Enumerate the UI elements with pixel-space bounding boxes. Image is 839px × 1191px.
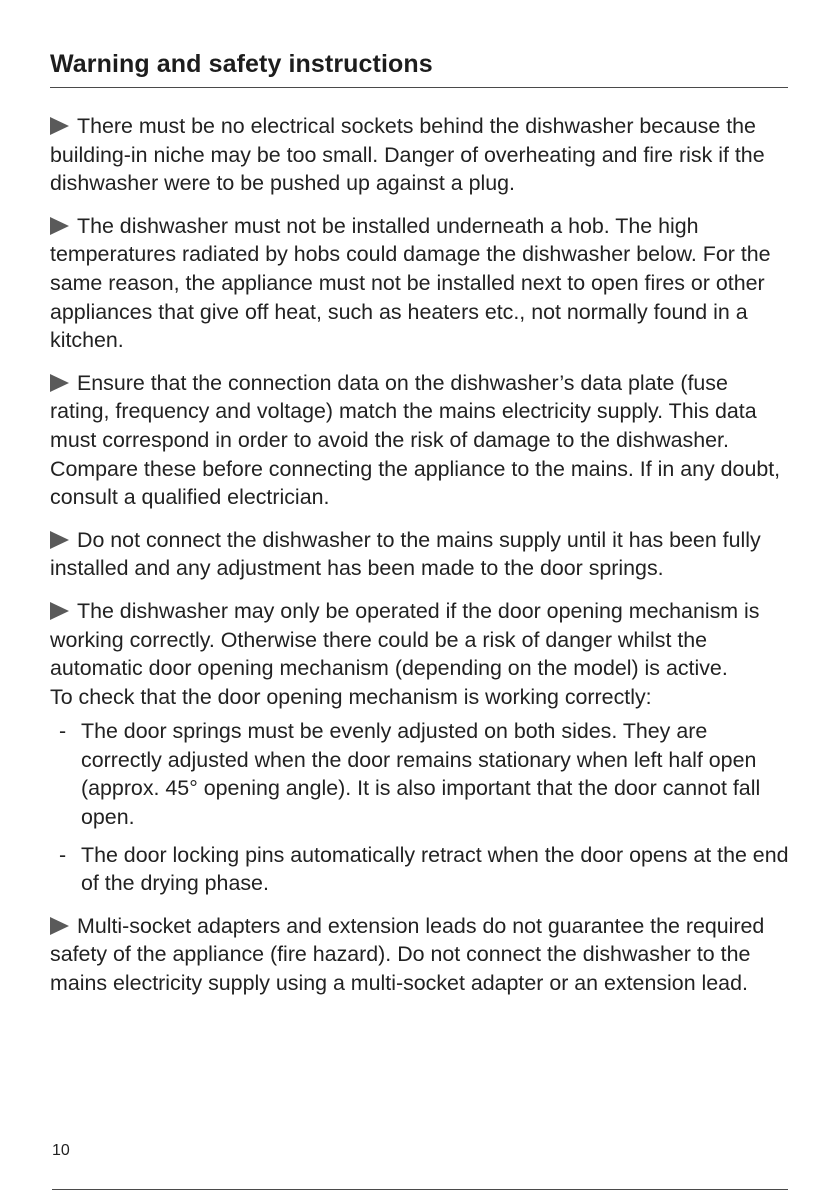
page-number: 10 (52, 1142, 70, 1159)
paragraph-text: Do not connect the dishwasher to the mains supply until it has been fully installed and any adjustment has been made to the door springs. (50, 527, 761, 581)
paragraph-text: The dishwasher may only be operated if the door opening mechanism is working correctly. Otherwise there could be a risk of danger whilst the automatic door opening mechanism (depending on the model) is active. (50, 598, 760, 681)
check-list (50, 717, 790, 898)
list-item-text: The door springs must be evenly adjusted on both sides. They are correctly adjusted when the door remains stationary when left half open (approx. 45° opening angle). It is also important that the door cannot fall open. (81, 719, 761, 830)
instruction-paragraph-multi-socket (50, 912, 790, 998)
instruction-paragraph-connection-data (50, 369, 790, 512)
instruction-paragraph-hob (50, 212, 790, 355)
footer-divider (52, 1189, 788, 1190)
triangle-arrow-icon (50, 374, 69, 392)
triangle-arrow-icon (50, 602, 69, 620)
instruction-paragraph-door-mechanism (50, 597, 790, 683)
paragraph-text: Multi-socket adapters and extension leads do not guarantee the required safety of the appliance (fire hazard). Do not connect the dishwasher to the mains electricity supply using a multi-socket adapter or an extension lead. (50, 913, 765, 996)
page-title: Warning and safety instructions (50, 50, 433, 78)
paragraph-text: Ensure that the connection data on the dishwasher’s data plate (fuse rating, frequency and voltage) match the mains electricity supply. This data must correspond in order to avoid the risk of damage to the dishwasher. Compare these before connecting the appliance to the mains. If in any doubt, consult a qualified electrician. (50, 370, 781, 510)
triangle-arrow-icon (50, 217, 69, 235)
instruction-section-door-mechanism (50, 597, 790, 898)
dash-bullet: - (59, 719, 67, 744)
triangle-arrow-icon (50, 531, 69, 549)
paragraph-text: The dishwasher must not be installed underneath a hob. The high temperatures radiated by hobs could damage the dishwasher below. For the same reason, the appliance must not be installed next to open fires or other appliances that give off heat, such as heaters etc., not normally found in a kitchen. (50, 213, 771, 353)
check-intro: To check that the door opening mechanism is working correctly: (50, 684, 652, 709)
list-item (50, 717, 790, 831)
dash-bullet: - (59, 842, 67, 867)
paragraph-text: There must be no electrical sockets behind the dishwasher because the building-in niche may be too small. Danger of overheating and fire risk if the dishwasher were to be pushed up against a plug. (50, 114, 765, 196)
instruction-paragraph-installation (50, 526, 790, 583)
triangle-arrow-icon (50, 117, 69, 135)
instruction-paragraph-sockets (50, 112, 790, 198)
list-item-text: The door locking pins automatically retract when the door opens at the end of the drying phase. (81, 842, 789, 896)
triangle-arrow-icon (50, 917, 69, 935)
list-item (50, 841, 790, 898)
page-header (50, 48, 788, 88)
safety-instructions-body (50, 112, 790, 1012)
